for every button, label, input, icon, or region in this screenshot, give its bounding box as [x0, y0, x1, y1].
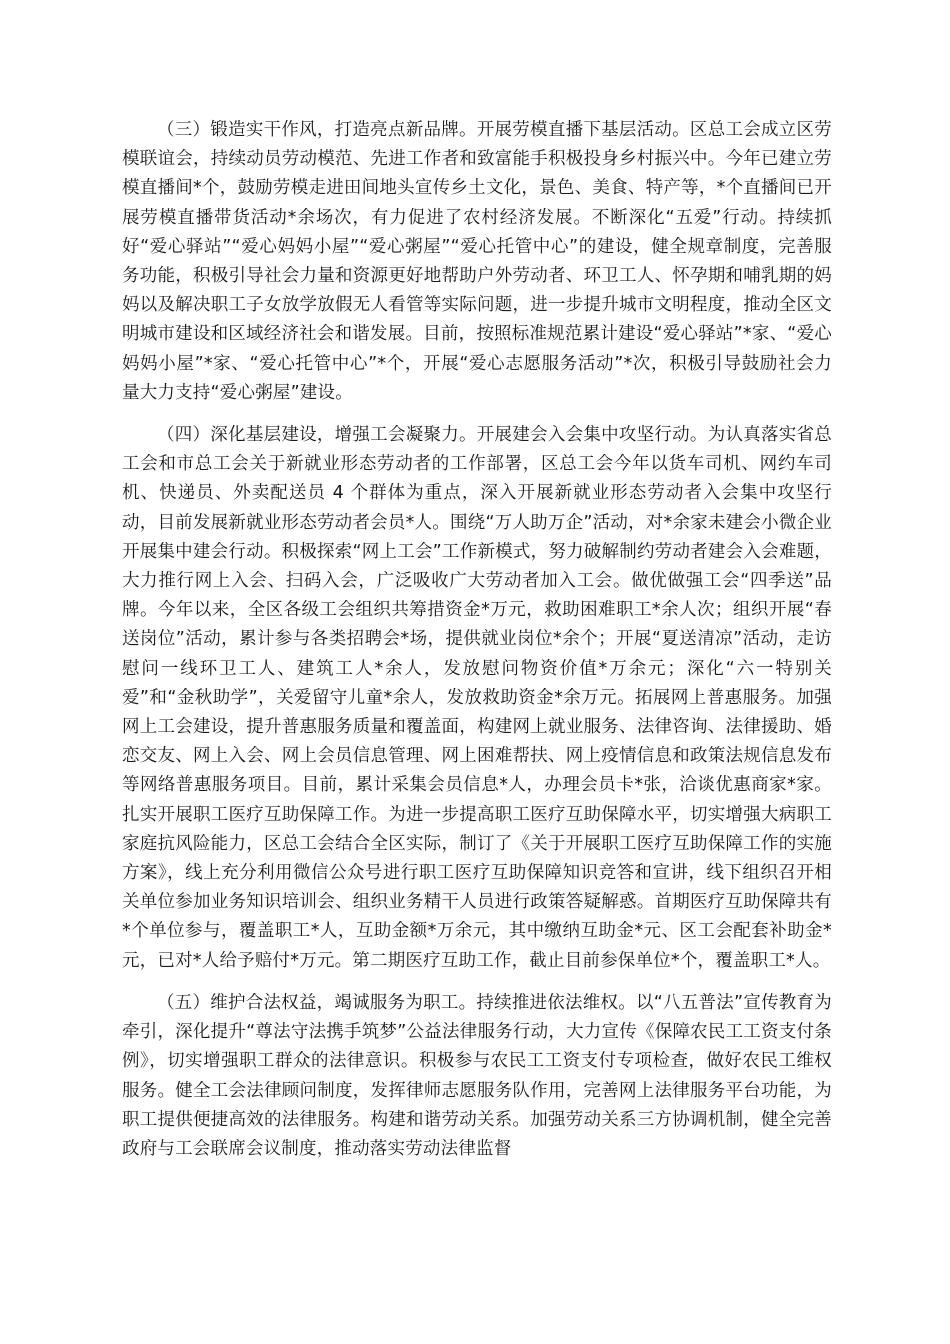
paragraph-section-5: （五）维护合法权益，竭诚服务为职工。持续推进依法维权。以“八五普法”宣传教育为牵引，深化提升“尊法守法携手筑梦”公益法律服务行动，大力宣传《保障农民工工资支付条例》，切实增强职工群众的法律意识。积极参与农民工工资支付专项检查，做好农民工维权服务。健全工会法律顾问制度，发挥律师志愿服务队作用，完善网上法律服务平台功能，为职工提供便捷高效的法律服务。构建和谐劳动关系。加强劳动关系三方协调机制，健全完善政府与工会联席会议制度，推动落实劳动法律监督 [122, 992, 832, 1159]
paragraph-section-3: （三）锻造实干作风，打造亮点新品牌。开展劳模直播下基层活动。区总工会成立区劳模联谊会，持续动员劳动模范、先进工作者和致富能手积极投身乡村振兴中。今年已建立劳模直播间*个，鼓励劳模走进田间地头宣传乡土文化，景色、美食、特产等，*个直播间已开展劳模直播带货活动*余场次，有力促进了农村经济发展。不断深化“五爱”行动。持续抓好“爱心驿站”“爱心妈妈小屋”“爱心粥屋”“爱心托管中心”的建设，健全规章制度，完善服务功能，积极引导社会力量和资源更好地帮助户外劳动者、环卫工人、怀孕期和哺乳期的妈妈以及解决职工子女放学放假无人看管等实际问题，进一步提升城市文明程度，推动全区文明城市建设和区域经济社会和谐发展。目前，按照标准规范累计建设“爱心驿站”*家、“爱心妈妈小屋”*家、“爱心托管中心”*个，开展“爱心志愿服务活动”*次，积极引导鼓励社会力量大力支持“爱心粥屋”建设。 [122, 120, 832, 403]
document-body [122, 116, 832, 1177]
paragraph-section-4: （四）深化基层建设，增强工会凝聚力。开展建会入会集中攻坚行动。为认真落实省总工会和市总工会关于新就业形态劳动者的工作部署，区总工会今年以货车司机、网约车司机、快递员、外卖配送员 4 个群体为重点，深入开展新就业形态劳动者入会集中攻坚行动，目前发展新就业形态劳动者会员*人。围绕“万人助万企”活动，对*余家未建会小微企业开展集中建会行动。积极探索“网上工会”工作新模式，努力破解制约劳动者建会入会难题，大力推行网上入会、扫码入会，广泛吸收广大劳动者加入工会。做优做强工会“四季送”品牌。今年以来，全区各级工会组织共筹措资金*万元，救助困难职工*余人次；组织开展“春送岗位”活动，累计参与各类招聘会*场，提供就业岗位*余个；开展“夏送清凉”活动，走访慰问一线环卫工人、建筑工人*余人，发放慰问物资价值*万余元；深化“六一特别关爱”和“金秋助学”，关爱留守儿童*余人，发放救助资金*余万元。拓展网上普惠服务。加强网上工会建设，提升普惠服务质量和覆盖面，构建网上就业服务、法律咨询、法律援助、婚恋交友、网上入会、网上会员信息管理、网上困难帮扶、网上疫情信息和政策法规信息发布等网络普惠服务项目。目前，累计采集会员信息*人，办理会员卡*张，洽谈优惠商家*家。扎实开展职工医疗互助保障工作。为进一步提高职工医疗互助保障水平，切实增强大病职工家庭抗风险能力，区总工会结合全区实际，制订了《关于开展职工医疗互助保障工作的实施方案》，线上充分利用微信公众号进行职工医疗互助保障知识竞答和宣讲，线下组织召开相关单位参加业务知识培训会、组织业务精干人员进行政策答疑解惑。首期医疗互助保障共有*个单位参与，覆盖职工*人，互助金额*万余元，其中缴纳互助金*元、区工会配套补助金*元，已对*人给予赔付*万元。第二期医疗互助工作，截止目前参保单位*个，覆盖职工*人。 [122, 425, 832, 971]
